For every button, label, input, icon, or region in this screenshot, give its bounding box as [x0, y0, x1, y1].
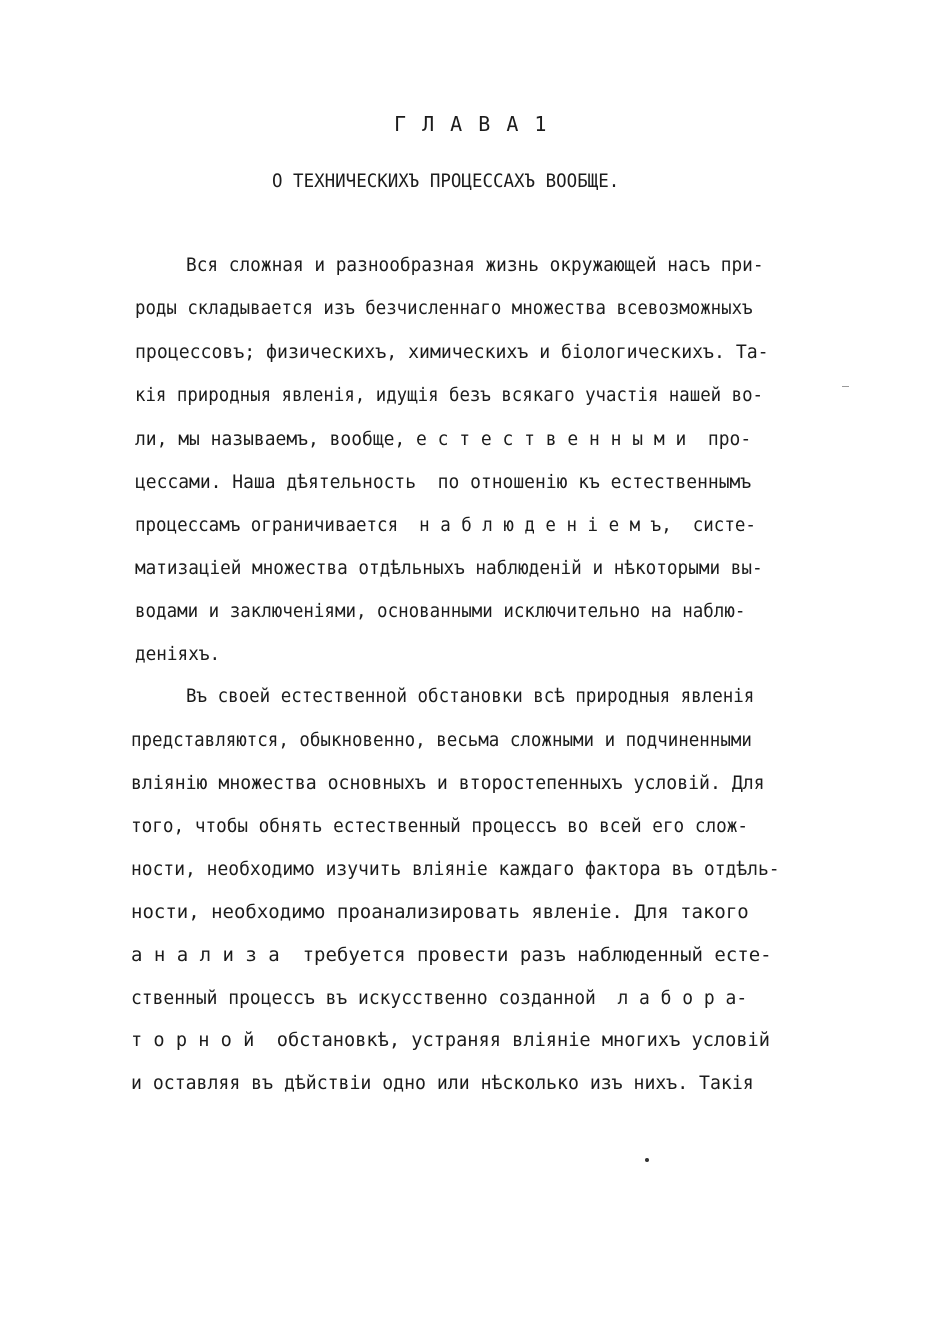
paragraph-2-line-6: ности, необходимо проанализировать явленіе. Для такого [131, 901, 749, 923]
paragraph-2-line-4: того, чтобы обнять естественный процессъ во всей его слож- [131, 815, 749, 837]
paragraph-1-line-6: цессами. Наша дѣятельность по отношенію къ естественнымъ [135, 471, 752, 493]
paragraph-2-line-1: Въ своей естественной обстановки всѣ природныя явленія [186, 685, 755, 707]
paragraph-1-line-3: процессовъ; физическихъ, химическихъ и біологическихъ. Та- [135, 341, 769, 363]
paragraph-2-line-3: вліянію множества основныхъ и второстепенныхъ условій. Для [131, 772, 765, 794]
chapter-title: О ТЕХНИЧЕСКИХЪ ПРОЦЕССАХЪ ВООБЩЕ. [272, 170, 620, 192]
paragraph-2-line-2: представляются, обыкновенно, весьма сложными и подчиненными [131, 729, 752, 751]
paragraph-1-line-5: ли, мы называемъ, вообще, е с т е с т в е н н ы м и про- [135, 428, 752, 450]
paragraph-2-line-8: ственный процессъ въ искусственно созданной л а б о р а- [131, 987, 748, 1009]
scan-dot [645, 1158, 649, 1162]
paragraph-1-line-2: роды складывается изъ безчисленнаго множества всевозможныхъ [135, 297, 753, 319]
paragraph-1-line-9: водами и заключеніями, основанными исключительно на наблю- [135, 600, 746, 622]
paragraph-2-line-5: ности, необходимо изучить вліяніе каждаго фактора въ отдѣль- [131, 858, 780, 880]
paragraph-1-line-10: деніяхъ. [135, 643, 221, 665]
paragraph-2-line-9: т о р н о й обстановкѣ, устраняя вліяніе многихъ условій [131, 1029, 770, 1051]
paragraph-2-line-7: а н а л и з а требуется провести разъ наблюденный есте- [131, 944, 772, 966]
paragraph-2-line-10: и оставляя въ дѣйствіи одно или нѣсколько изъ нихъ. Такія [131, 1072, 754, 1094]
scan-mark [842, 386, 849, 387]
paragraph-1-line-1: Вся сложная и разнообразная жизнь окружающей насъ при- [186, 254, 764, 276]
chapter-heading: Г Л А В А 1 [394, 112, 549, 136]
paragraph-1-line-8: матизаціей множества отдѣльныхъ наблюденій и нѣкоторыми вы- [135, 557, 763, 579]
paragraph-1-line-7: процессамъ ограничивается н а б л ю д е н і е м ъ, систе- [135, 514, 756, 536]
paragraph-1-line-4: кія природныя явленія, идущія безъ всякаго участія нашей во- [135, 384, 764, 406]
